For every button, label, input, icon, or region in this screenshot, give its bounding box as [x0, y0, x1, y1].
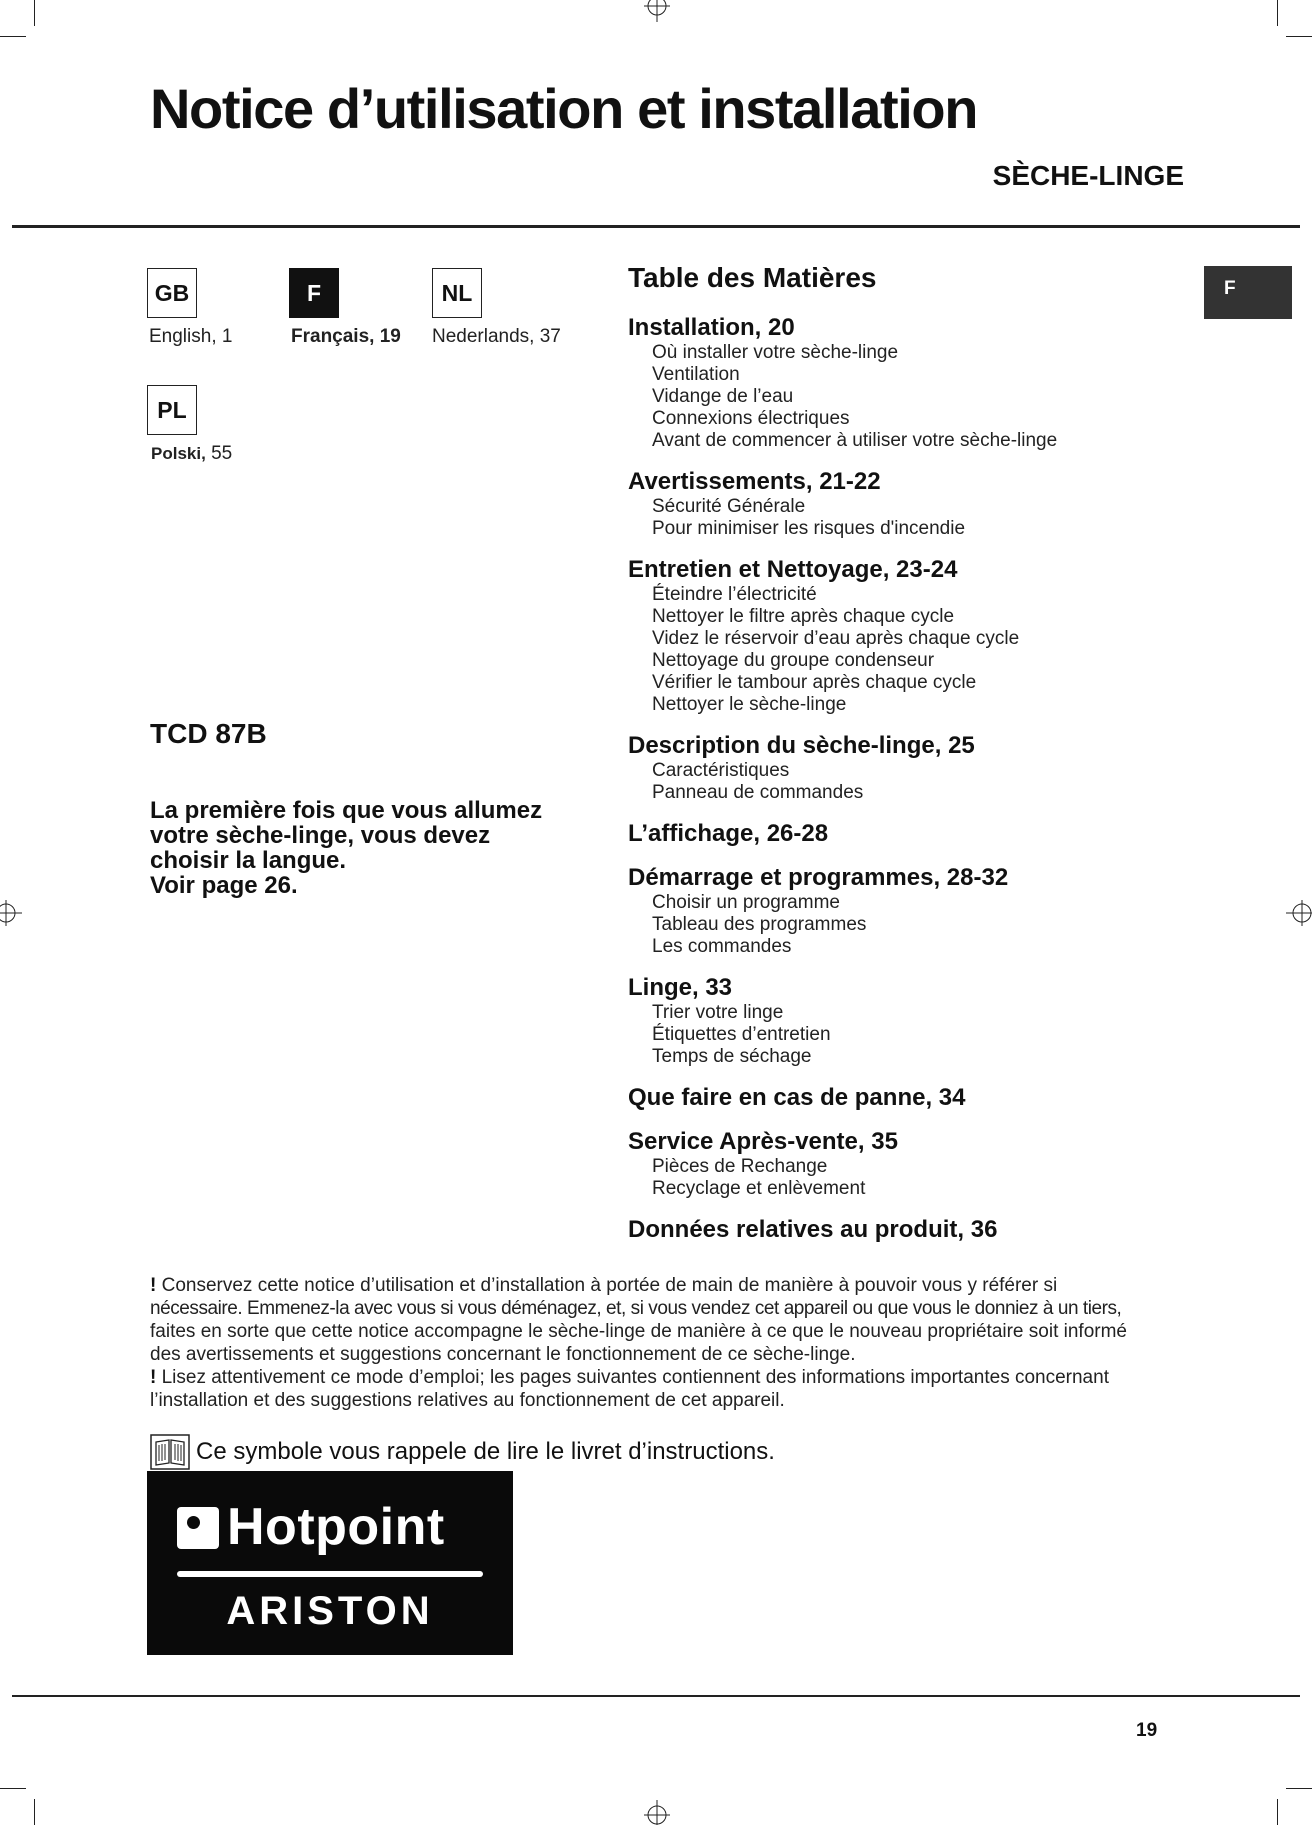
language-label-f: Français, 19 — [291, 326, 401, 347]
warning-mark: ! — [150, 1275, 157, 1296]
language-box-pl[interactable]: PL — [147, 385, 197, 435]
toc-item[interactable]: Recyclage et enlèvement — [652, 1178, 866, 1199]
toc-item[interactable]: Éteindre l’électricité — [652, 584, 817, 605]
toc-heading[interactable]: L’affichage, 26-28 — [628, 820, 829, 847]
language-label-pl: Polski, 55 — [151, 443, 233, 464]
language-label-nl: Nederlands, 37 — [432, 326, 561, 347]
crop-mark — [1277, 0, 1278, 26]
toc-section — [628, 1128, 1188, 1200]
toc-item[interactable]: Vérifier le tambour après chaque cycle — [652, 672, 977, 693]
toc-item[interactable]: Sécurité Générale — [652, 496, 806, 517]
hotpoint-ariston-logo: Hotpoint ARISTON — [147, 1471, 513, 1655]
crop-mark — [0, 1788, 26, 1789]
toc-title: Table des Matières — [628, 262, 877, 293]
crop-mark — [34, 1799, 35, 1825]
crop-mark — [1277, 1799, 1278, 1825]
header-divider — [12, 225, 1300, 228]
product-type: SÈCHE-LINGE — [992, 160, 1184, 191]
crop-mark — [1286, 36, 1312, 37]
toc-item[interactable]: Panneau de commandes — [652, 782, 864, 803]
toc-heading[interactable]: Service Après-vente, 35 — [628, 1128, 898, 1155]
toc-item[interactable]: Étiquettes d’entretien — [652, 1024, 831, 1045]
toc-section — [628, 820, 1188, 848]
symbol-note: Ce symbole vous rappele de lire le livret d’instructions. — [150, 1434, 775, 1470]
toc-item[interactable]: Où installer votre sèche-linge — [652, 342, 899, 363]
footer-divider — [12, 1695, 1300, 1697]
crop-mark — [1286, 1788, 1312, 1789]
toc-section — [628, 1216, 1188, 1244]
page-number: 19 — [1136, 1720, 1158, 1741]
table-of-contents — [628, 262, 1188, 1260]
toc-item[interactable]: Ventilation — [652, 364, 740, 385]
model-number: TCD 87B — [150, 718, 267, 749]
toc-item[interactable]: Caractéristiques — [652, 760, 790, 781]
toc-item[interactable]: Tableau des programmes — [652, 914, 867, 935]
toc-section — [628, 556, 1188, 716]
language-notice: La première fois que vous allumez votre sèche-linge, vous devez choisir la langue. Voir page 26. — [150, 797, 543, 899]
toc-heading[interactable]: Linge, 33 — [628, 974, 733, 1001]
language-box-gb[interactable]: GB — [147, 268, 197, 318]
toc-item[interactable]: Videz le réservoir d’eau après chaque cycle — [652, 628, 1020, 649]
toc-item[interactable]: Connexions électriques — [652, 408, 850, 429]
registration-mark-icon — [642, 0, 672, 26]
toc-section — [628, 1084, 1188, 1112]
toc-heading[interactable]: Installation, 20 — [628, 314, 795, 341]
language-label-gb: English, 1 — [149, 326, 233, 347]
toc-item[interactable]: Nettoyage du groupe condenseur — [652, 650, 935, 671]
language-box-nl[interactable]: NL — [432, 268, 482, 318]
page-title: Notice d’utilisation et installation — [150, 77, 978, 140]
toc-section — [628, 468, 1188, 540]
toc-section — [628, 732, 1188, 804]
toc-item[interactable]: Avant de commencer à utiliser votre sèche-linge — [652, 430, 1058, 451]
toc-item[interactable]: Pièces de Rechange — [652, 1156, 828, 1177]
toc-section — [628, 974, 1188, 1068]
toc-item[interactable]: Choisir un programme — [652, 892, 840, 913]
toc-item[interactable]: Nettoyer le sèche-linge — [652, 694, 847, 715]
toc-heading[interactable]: Description du sèche-linge, 25 — [628, 732, 975, 759]
section-tab-f: F — [1204, 266, 1292, 319]
toc-section — [628, 314, 1188, 452]
toc-item[interactable]: Pour minimiser les risques d'incendie — [652, 518, 966, 539]
safety-notes: ! Conservez cette notice d’utilisation et d’installation à portée de main de manière à pouvoir vous y référer si nécessaire. Emmenez-la avec vous si vous déménagez, et, si vous vendez cet appareil ou que vous le donniez à un tiers, faites en sorte que cette notice accompagne le sèche-linge de manière à ce que le nouveau propriétaire soit informé des avertissements et suggestions concernant le fonctionnement de ce sèche-linge. ! Lisez attentivement ce mode d’emploi; les pages suivantes contiennent des informations importantes concernant l’installation et des suggestions relatives au fonctionnement de cet appareil. — [150, 1275, 1127, 1411]
language-box-f[interactable]: F — [289, 268, 339, 318]
toc-item[interactable]: Vidange de l’eau — [652, 386, 794, 407]
toc-heading[interactable]: Entretien et Nettoyage, 23-24 — [628, 556, 958, 583]
crop-mark — [34, 0, 35, 26]
book-instructions-icon — [150, 1434, 190, 1470]
registration-mark-icon — [1284, 898, 1312, 928]
toc-heading[interactable]: Données relatives au produit, 36 — [628, 1216, 998, 1243]
registration-mark-icon — [642, 1800, 672, 1825]
toc-heading[interactable]: Démarrage et programmes, 28-32 — [628, 864, 1009, 891]
toc-item[interactable]: Trier votre linge — [652, 1002, 784, 1023]
toc-item[interactable]: Temps de séchage — [652, 1046, 812, 1067]
warning-mark: ! — [150, 1367, 157, 1388]
toc-heading[interactable]: Que faire en cas de panne, 34 — [628, 1084, 966, 1111]
crop-mark — [0, 36, 26, 37]
toc-item[interactable]: Les commandes — [652, 936, 792, 957]
registration-mark-icon — [0, 898, 26, 928]
toc-heading[interactable]: Avertissements, 21-22 — [628, 468, 881, 495]
toc-section — [628, 864, 1188, 958]
logo-mark-icon — [177, 1507, 219, 1549]
toc-item[interactable]: Nettoyer le filtre après chaque cycle — [652, 606, 955, 627]
